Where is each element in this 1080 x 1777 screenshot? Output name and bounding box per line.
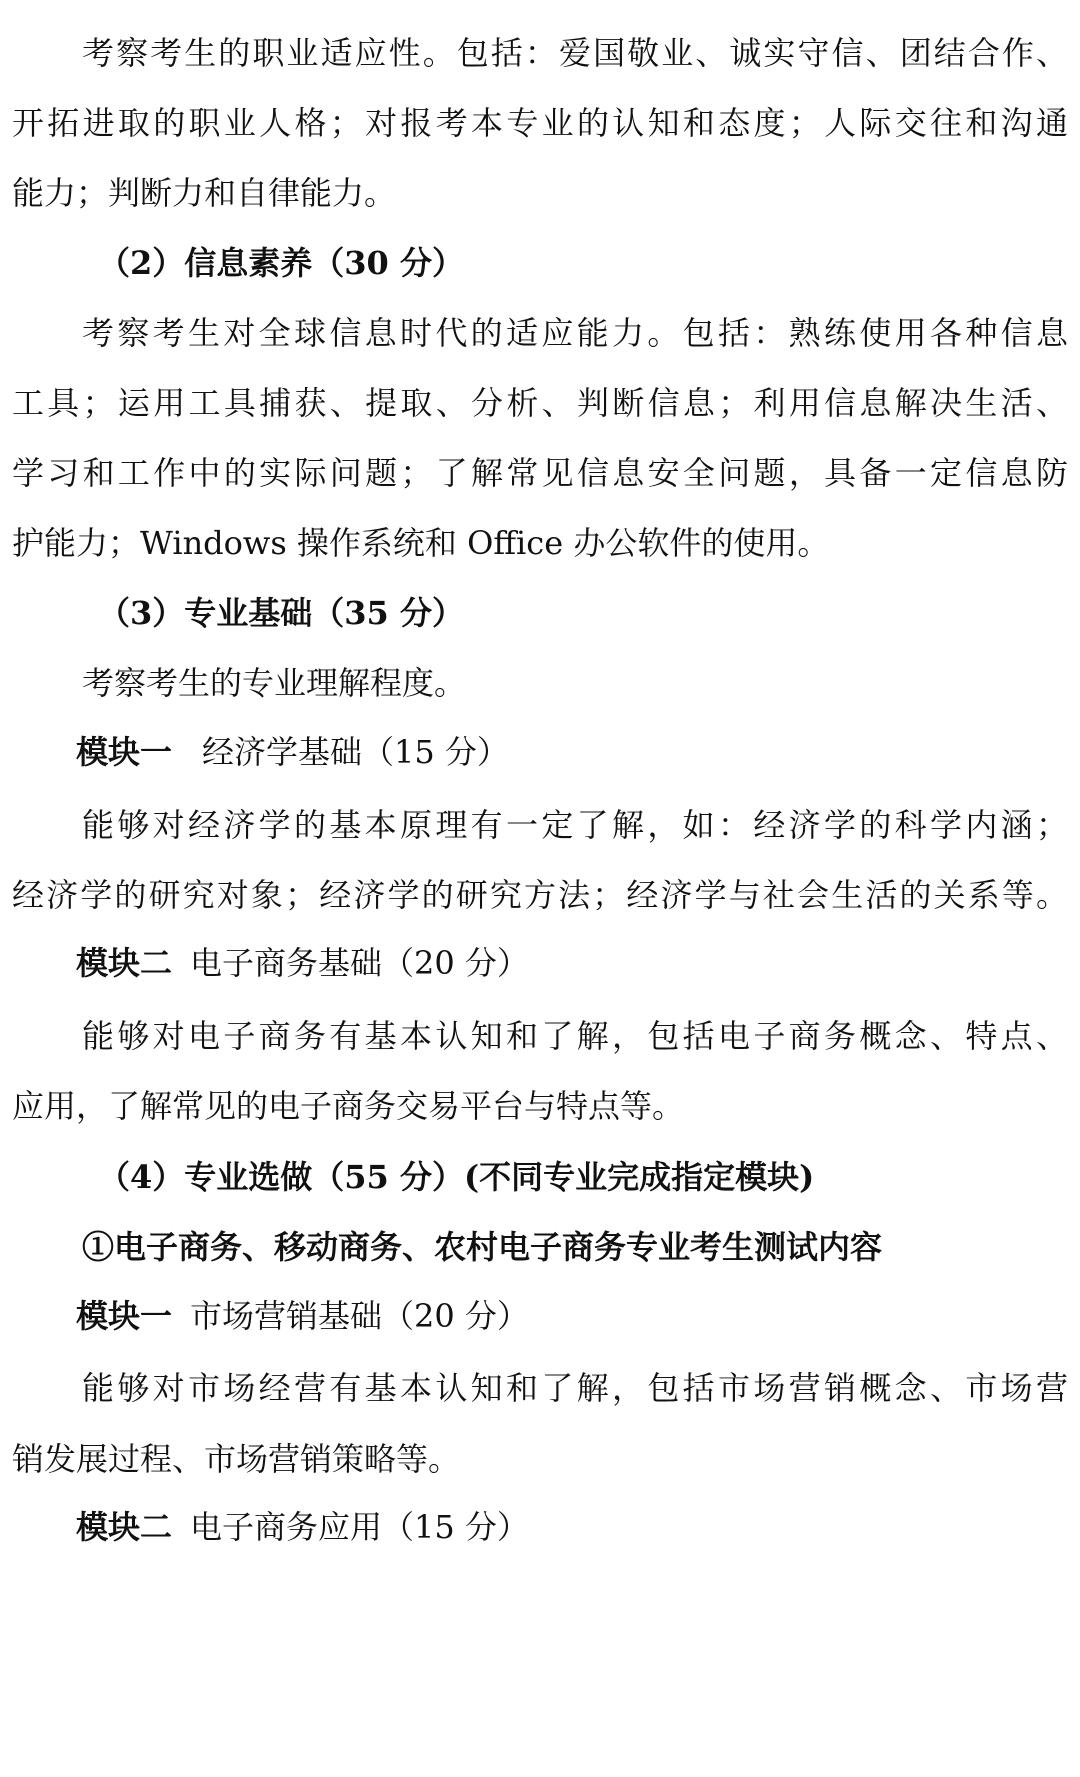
- para-ecommerce-line-1: 能够对电子商务有基本认知和了解，包括电子商务概念、特点、: [82, 1017, 1068, 1055]
- module-ecommerce-basics-heading: [76, 941, 1068, 985]
- para-info-line-3: 学习和工作中的实际问题；了解常见信息安全问题，具备一定信息防: [12, 454, 1068, 492]
- para-marketing-line-1: 能够对市场经营有基本认知和了解，包括市场营销概念、市场营: [82, 1369, 1068, 1407]
- module-ecommerce-application-heading: [76, 1505, 1068, 1549]
- module-economics-heading: [76, 730, 1068, 774]
- para-info-line-4: 护能力；Windows 操作系统和 Office 办公软件的使用。: [12, 524, 830, 562]
- heading-professional-elective: （4）专业选做（55 分）(不同专业完成指定模块): [98, 1158, 815, 1196]
- module-label: 模块一: [76, 733, 173, 771]
- para-economics-line-2: 经济学的研究对象；经济学的研究方法；经济学与社会生活的关系等。: [12, 876, 1068, 914]
- heading-professional-basics: （3）专业基础（35 分）: [98, 594, 464, 632]
- para-career-line-1: 考察考生的职业适应性。包括：爱国敬业、诚实守信、团结合作、: [82, 34, 1068, 72]
- module-title: 市场营销基础（20 分）: [190, 1297, 529, 1335]
- para-career-line-3: 能力；判断力和自律能力。: [12, 174, 397, 212]
- module-title: 经济学基础（15 分）: [202, 733, 509, 771]
- para-info-line-1: 考察考生对全球信息时代的适应能力。包括：熟练使用各种信息: [82, 314, 1068, 352]
- para-marketing-line-2: 销发展过程、市场营销策略等。: [12, 1440, 461, 1478]
- module-title: 电子商务基础（20 分）: [190, 944, 529, 982]
- module-label: 模块二: [76, 944, 173, 982]
- module-label: 模块二: [76, 1508, 173, 1546]
- para-professional-understanding: 考察考生的专业理解程度。: [82, 664, 467, 702]
- heading-ecommerce-majors: ①电子商务、移动商务、农村电子商务专业考生测试内容: [82, 1228, 883, 1266]
- module-marketing-heading: [76, 1294, 1068, 1338]
- module-label: 模块一: [76, 1297, 173, 1335]
- para-ecommerce-line-2: 应用，了解常见的电子商务交易平台与特点等。: [12, 1087, 685, 1125]
- para-career-line-2: 开拓进取的职业人格；对报考本专业的认知和态度；人际交往和沟通: [12, 104, 1068, 142]
- para-economics-line-1: 能够对经济学的基本原理有一定了解，如：经济学的科学内涵；: [82, 806, 1068, 844]
- para-info-line-2: 工具；运用工具捕获、提取、分析、判断信息；利用信息解决生活、: [12, 384, 1068, 422]
- module-title: 电子商务应用（15 分）: [190, 1508, 529, 1546]
- heading-info-literacy: （2）信息素养（30 分）: [98, 244, 464, 282]
